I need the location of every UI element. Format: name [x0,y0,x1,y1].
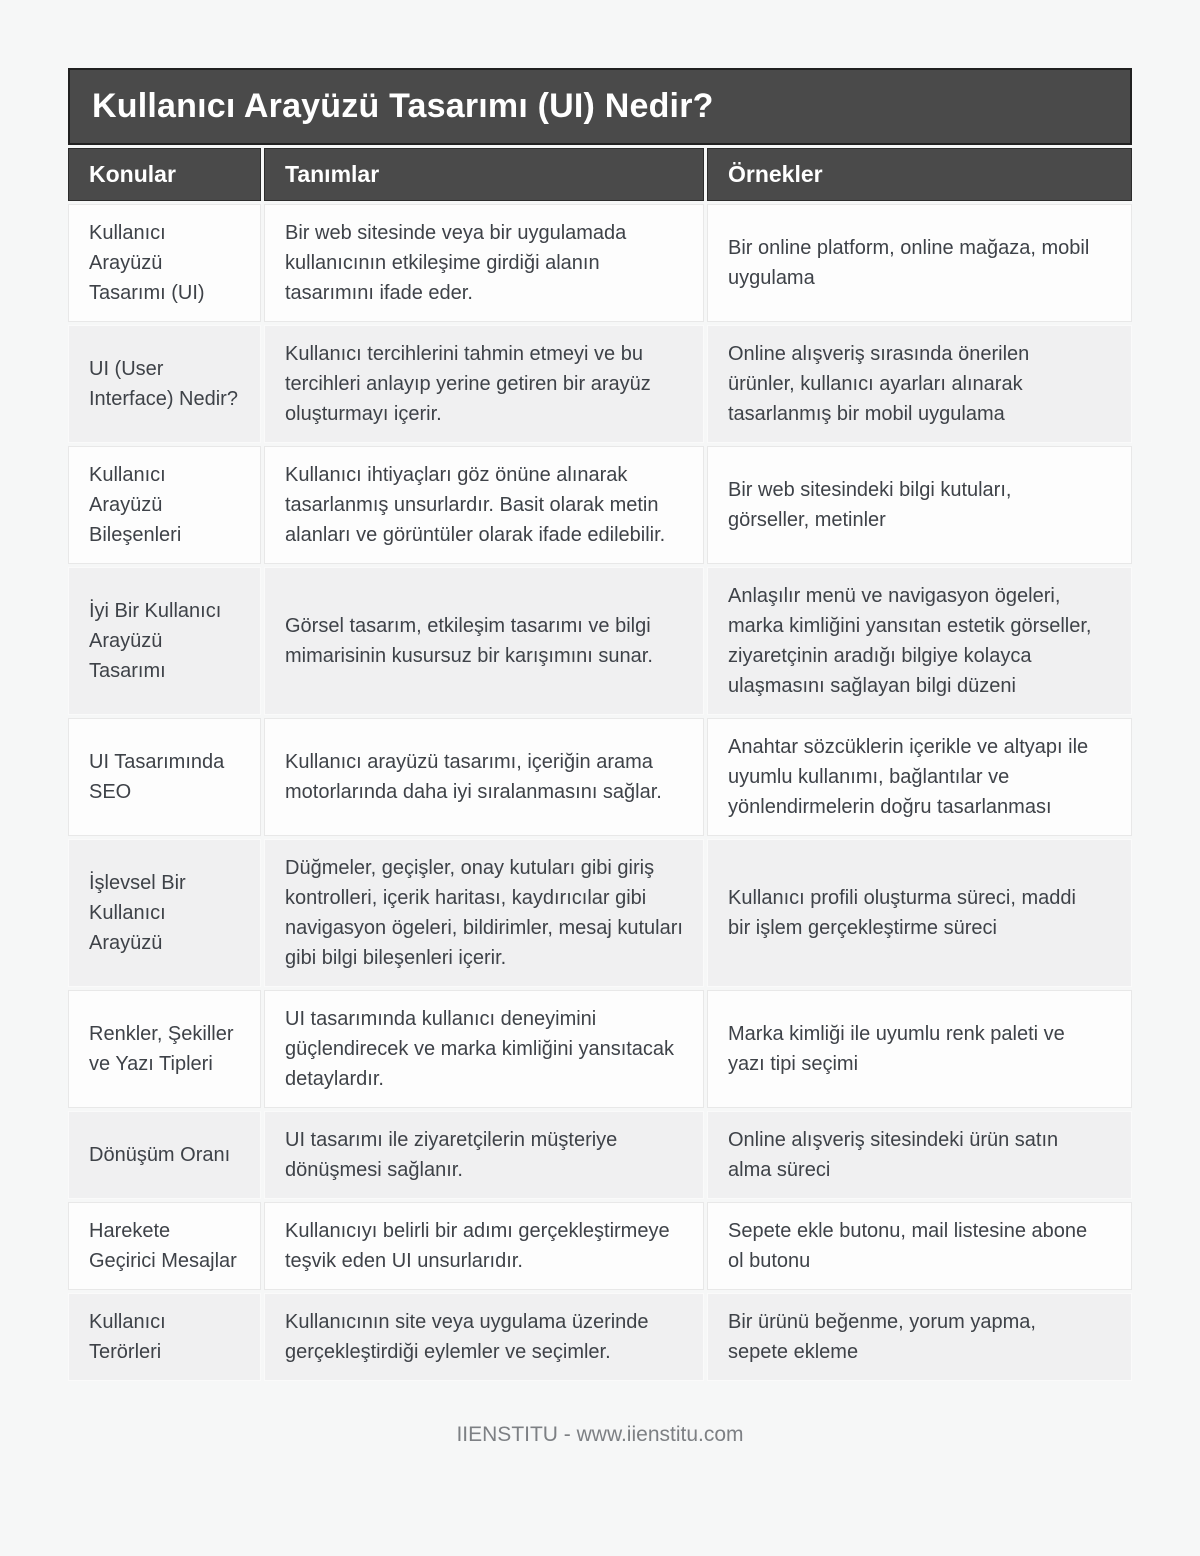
cell-definition: Kullanıcı arayüzü tasarımı, içeriğin arama motorlarında daha iyi sıralanmasını sağlar. [264,718,704,836]
cell-definition: UI tasarımı ile ziyaretçilerin müşteriye dönüşmesi sağlanır. [264,1111,704,1199]
cell-example: Marka kimliği ile uyumlu renk paleti ve yazı tipi seçimi [707,990,1132,1108]
cell-example: Kullanıcı profili oluşturma süreci, maddi bir işlem gerçekleştirme süreci [707,839,1132,987]
cell-definition: Görsel tasarım, etkileşim tasarımı ve bilgi mimarisinin kusursuz bir karışımını sunar. [264,567,704,715]
cell-example: Anlaşılır menü ve navigasyon ögeleri, marka kimliğini yansıtan estetik görseller, ziyaretçinin aradığı bilgiye kolayca ulaşmasını sağlayan bilgi düzeni [707,567,1132,715]
cell-topic: Kullanıcı Terörleri [68,1293,261,1381]
cell-example: Sepete ekle butonu, mail listesine abone ol butonu [707,1202,1132,1290]
cell-definition: Kullanıcı ihtiyaçları göz önüne alınarak tasarlanmış unsurlardır. Basit olarak metin alanları ve görüntüler olarak ifade edilebilir. [264,446,704,564]
cell-example: Anahtar sözcüklerin içerikle ve altyapı ile uyumlu kullanımı, bağlantılar ve yönlendirmelerin doğru tasarlanması [707,718,1132,836]
cell-example: Online alışveriş sırasında önerilen ürünler, kullanıcı ayarları alınarak tasarlanmış bir mobil uygulama [707,325,1132,443]
cell-example: Bir web sitesindeki bilgi kutuları, görseller, metinler [707,446,1132,564]
column-header-ornekler: Örnekler [707,148,1132,201]
cell-topic: Kullanıcı Arayüzü Bileşenleri [68,446,261,564]
cell-topic: UI (User Interface) Nedir? [68,325,261,443]
cell-topic: Harekete Geçirici Mesajlar [68,1202,261,1290]
cell-definition: Düğmeler, geçişler, onay kutuları gibi giriş kontrolleri, içerik haritası, kaydırıcılar gibi navigasyon ögeleri, bildirimler, mesaj kutuları gibi bilgi bileşenleri içerir. [264,839,704,987]
cell-topic: Kullanıcı Arayüzü Tasarımı (UI) [68,204,261,322]
column-header-konular: Konular [68,148,261,201]
cell-definition: Kullanıcının site veya uygulama üzerinde gerçekleştirdiği eylemler ve seçimler. [264,1293,704,1381]
cell-definition: Bir web sitesinde veya bir uygulamada kullanıcının etkileşime girdiği alanın tasarımını ifade eder. [264,204,704,322]
cell-definition: Kullanıcıyı belirli bir adımı gerçekleştirmeye teşvik eden UI unsurlarıdır. [264,1202,704,1290]
cell-topic: İyi Bir Kullanıcı Arayüzü Tasarımı [68,567,261,715]
cell-topic: İşlevsel Bir Kullanıcı Arayüzü [68,839,261,987]
cell-example: Online alışveriş sitesindeki ürün satın alma süreci [707,1111,1132,1199]
cell-definition: Kullanıcı tercihlerini tahmin etmeyi ve bu tercihleri anlayıp yerine getiren bir arayüz oluşturmayı içerir. [264,325,704,443]
column-header-tanimlar: Tanımlar [264,148,704,201]
ui-table [68,148,1132,1381]
footer-text: IIENSTITU - www.iienstitu.com [456,1423,744,1446]
cell-example: Bir ürünü beğenme, yorum yapma, sepete ekleme [707,1293,1132,1381]
content-card [68,68,1132,1381]
cell-topic: Renkler, Şekiller ve Yazı Tipleri [68,990,261,1108]
cell-topic: Dönüşüm Oranı [68,1111,261,1199]
cell-example: Bir online platform, online mağaza, mobil uygulama [707,204,1132,322]
cell-topic: UI Tasarımında SEO [68,718,261,836]
page-title: Kullanıcı Arayüzü Tasarımı (UI) Nedir? [68,68,1132,145]
cell-definition: UI tasarımında kullanıcı deneyimini güçlendirecek ve marka kimliğini yansıtacak detaylardır. [264,990,704,1108]
